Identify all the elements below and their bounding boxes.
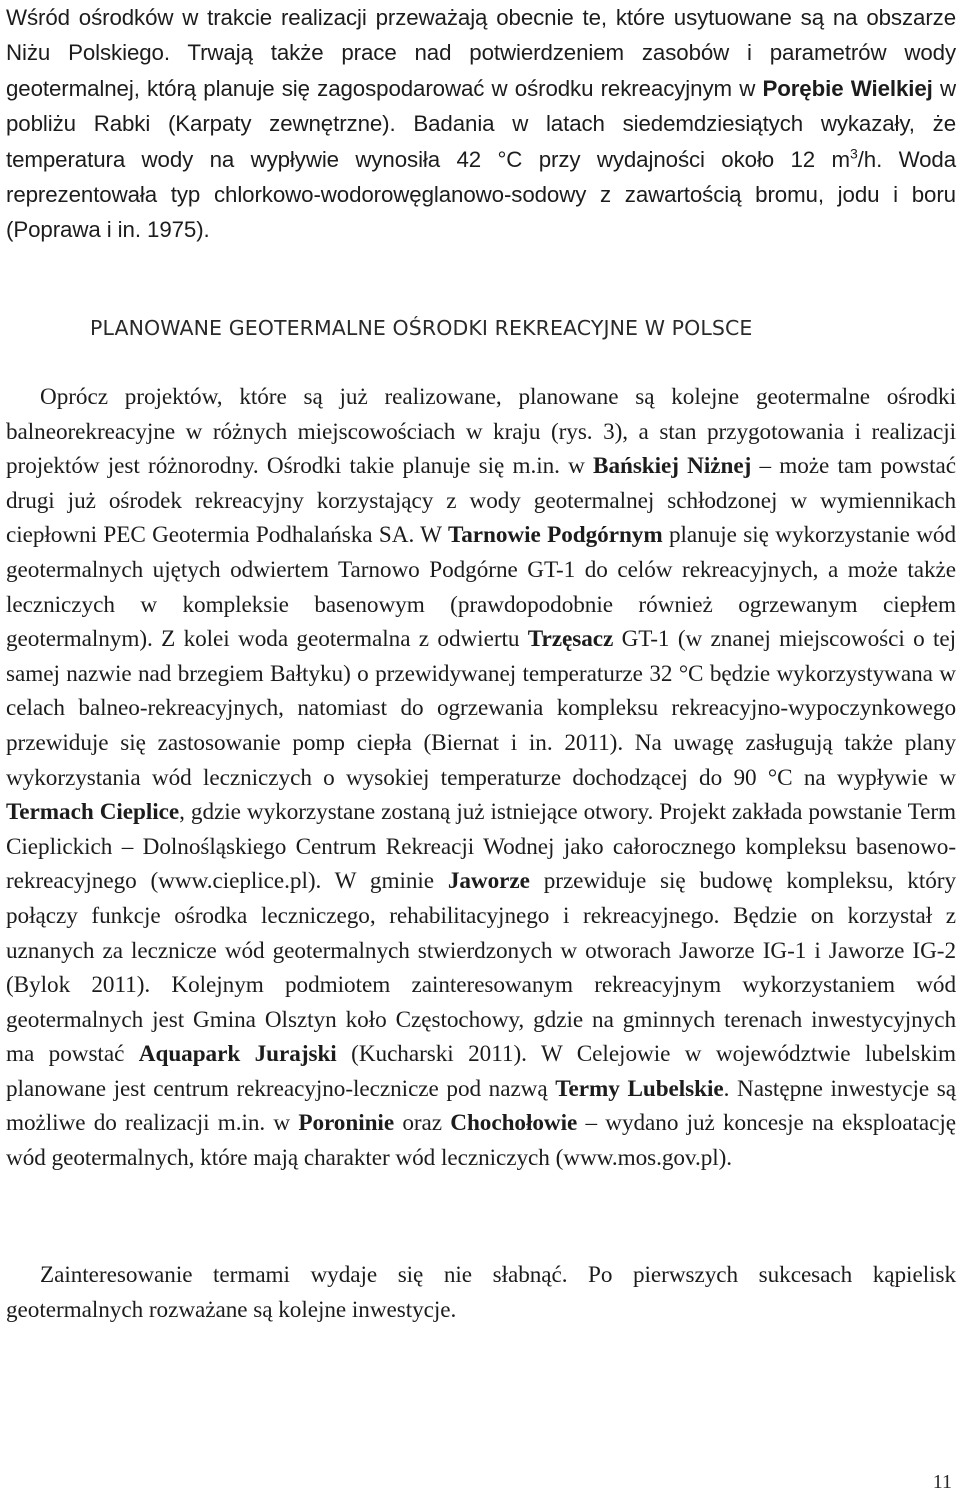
main-text-3: planuje się wykorzystanie wód geotermalnych ujętych odwiertem Tarnowo Podgórne GT-1 do celów rekreacyjnych, a może także leczniczych w kompleksie basenowym (prawdopodobnie również ogrzewanym ciepłem geotermalnym). Z kolei woda geotermalna z odwiertu: [6, 522, 956, 653]
main-paragraph: [6, 380, 956, 1176]
main-text-6: przewiduje się budowę kompleksu, który połączy funkcje ośrodka leczniczego, rehabilitacyjnego i rekreacyjnego. Będzie on korzystał z uznanych za lecznicze wód geotermalnych stwierdzonych w otworach Jaworze IG-1 i Jaworze IG-2 (Bylok 2011). Kolejnym podmiotem zainteresowanym rekreacyjnym wykorzystaniem wód geotermalnych jest Gmina Olsztyn koło Częstochowy, gdzie na gminnych terenach inwestycyjnych ma powstać: [6, 868, 956, 1068]
page-number: 11: [932, 1471, 952, 1493]
main-text-10: – wydano już koncesje na eksploatację wód geotermalnych, które mają charakter wód leczniczych (www.mos.gov.pl).: [6, 1110, 956, 1172]
main-text-2: – może tam powstać drugi już ośrodek rekreacyjny korzystający z wody geotermalnej schłodzonej w wymiennikach ciepłowni PEC Geotermia Podhalańska SA. W: [6, 453, 956, 549]
main-text-8: . Następne inwestycje są możliwe do realizacji m.in. w: [6, 1075, 957, 1137]
superscript-3: 3: [849, 145, 858, 162]
place-jaworze: Jaworze: [447, 868, 530, 895]
main-text-1: Oprócz projektów, które są już realizowane, planowane są kolejne geotermalne ośrodki balneorekreacyjne w różnych miejscowościach w kraju (rys. 3), a stan przygotowania i realizacji projektów jest różnorodny. Ośrodki takie planuje się m.in. w: [6, 384, 956, 480]
main-text-9: oraz: [394, 1110, 451, 1137]
closing-paragraph: Zainteresowanie termami wydaje się nie słabnąć. Po pierwszych sukcesach kąpielisk geotermalnych rozważane są kolejne inwestycje.: [6, 1262, 956, 1323]
place-poreba-wielka: Porębie Wielkiej: [762, 75, 933, 101]
place-poronin: Poroninie: [298, 1110, 395, 1137]
main-text-5: , gdzie wykorzystane zostaną już istniejące otwory. Projekt zakłada powstanie Term Cieplickich – Dolnośląskiego Centrum Rekreacji Wodnej jako całorocznego kompleksu basenowo-rekreacyjnego (www.cieplice.pl). W gminie: [6, 799, 956, 895]
intro-text-a: Wśród ośrodków w trakcie realizacji przeważają obecnie te, które usytuowane są na obszarze Niżu Polskiego. Trwają także prace nad potwierdzeniem zasobów i parametrów wody geotermalnej, którą planuje się zagospodarować w ośrodku rekreacyjnym w: [6, 5, 956, 101]
place-aquapark-jurajski: Aquapark Jurajski: [138, 1041, 337, 1068]
main-text-4: GT-1 (w znanej miejscowości o tej samej nazwie nad brzegiem Bałtyku) o przewidywanej temperaturze 32 °C będzie wykorzystywana w celach balneo-rekreacyjnych, natomiast do ogrzewania kompleksu rekreacyjno-wypoczynkowego przewiduje się zastosowanie pomp ciepła (Biernat i in. 2011). Na uwagę zasługują także plany wykorzystania wód leczniczych o wysokiej temperaturze dochodzącej do 90 °C na wypływie w: [6, 626, 956, 791]
intro-text-c: /h. Woda reprezentowała typ chlorkowo-wodorowęglanowo-sodowy z zawartością bromu, jodu i boru (Poprawa i in. 1975).: [6, 146, 957, 243]
place-chocholow: Chochołowie: [450, 1110, 578, 1137]
place-termy-lubelskie: Termy Lubelskie: [555, 1075, 724, 1102]
place-trzesacz: Trzęsacz: [527, 626, 614, 653]
intro-paragraph: [6, 0, 956, 248]
intro-text-b: w pobliżu Rabki (Karpaty zewnętrzne). Badania w latach siedemdziesiątych wykazały, że temperatura wody na wypływie wynosiła 42 °C przy wydajności około 12 m: [6, 75, 957, 172]
place-tarnowo-podgorne: Tarnowie Podgórnym: [447, 522, 663, 549]
place-termy-cieplice: Termach Cieplice: [6, 799, 180, 826]
place-banska-nizna: Bańskiej Niżnej: [593, 453, 752, 480]
main-text-7: (Kucharski 2011). W Celejowie w województwie lubelskim planowane jest centrum rekreacyjno-lecznicze pod nazwą: [6, 1041, 957, 1102]
section-heading: PLANOWANE GEOTERMALNE OŚRODKI REKREACYJNE W POLSCE: [90, 316, 753, 340]
